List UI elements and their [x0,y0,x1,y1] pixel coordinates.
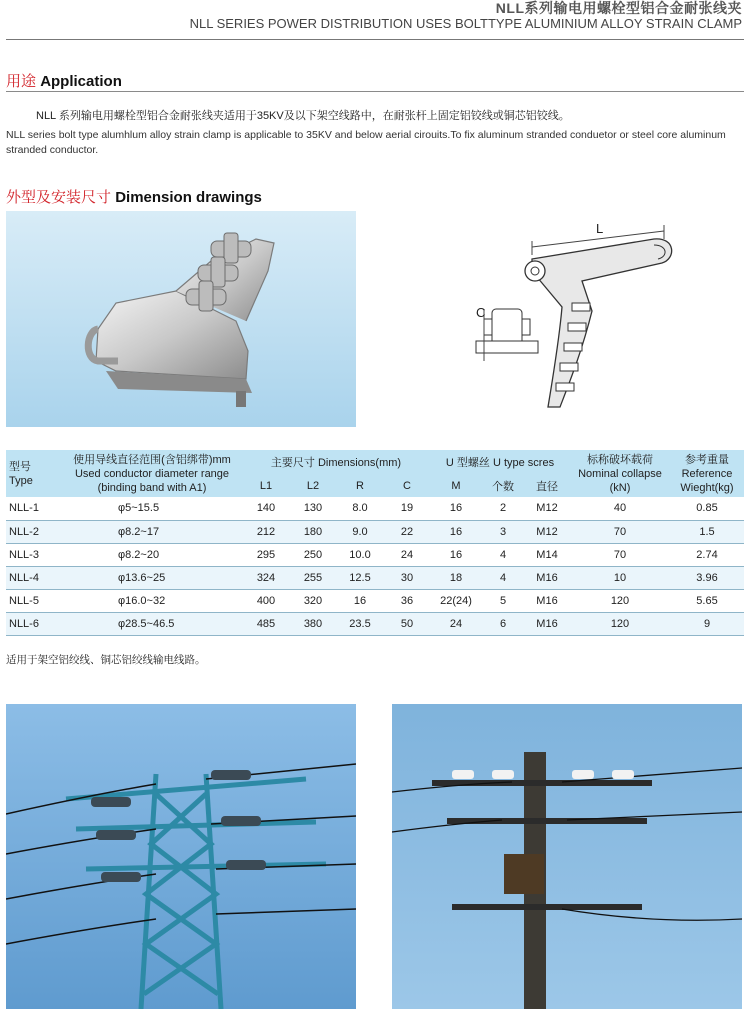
application-heading [6,70,122,91]
cell-l2: 250 [290,543,336,566]
th-L2: L2 [290,474,336,497]
cell-weight: 3.96 [670,566,744,589]
header-title-en: NLL SERIES POWER DISTRIBUTION USES BOLTTYPE ALUMINIUM ALLOY STRAIN CLAMP [189,16,742,31]
product-photo [6,211,356,427]
cell-range: φ8.2~20 [62,543,242,566]
application-heading-cn: 用途 [6,73,37,90]
cell-diameter: M12 [524,497,570,520]
cell-c: 22 [384,520,430,543]
cell-diameter: M16 [524,612,570,635]
spec-table [6,450,744,636]
cell-type: NLL-3 [6,543,62,566]
th-C: C [384,474,430,497]
cell-weight: 9 [670,612,744,635]
th-type-en: Type [9,474,33,487]
cell-count: 6 [482,612,524,635]
table-row [6,589,744,612]
table-row [6,566,744,589]
cell-l2: 320 [290,589,336,612]
cell-load: 120 [570,589,670,612]
cell-count: 5 [482,589,524,612]
transmission-tower-photo [6,704,356,1009]
header-title-cn: NLL系列输电用螺栓型铝合金耐张线夹 [495,0,742,16]
cell-r: 10.0 [336,543,384,566]
th-load-en: Nominal collapse [578,467,662,480]
cell-l1: 400 [242,589,290,612]
cell-diameter: M16 [524,566,570,589]
cell-diameter: M14 [524,543,570,566]
application-heading-en: Application [40,73,122,90]
dimension-drawing [392,211,742,427]
th-R: R [336,474,384,497]
th-dimensions: 主要尺寸 Dimensions(mm) [242,450,430,474]
cell-m: 24 [430,612,482,635]
cell-l2: 255 [290,566,336,589]
cell-type: NLL-6 [6,612,62,635]
th-load [570,450,670,497]
th-load-cn: 标称破坏载荷 [587,453,653,466]
cell-count: 3 [482,520,524,543]
cell-load: 120 [570,612,670,635]
cell-weight: 2.74 [670,543,744,566]
cell-load: 40 [570,497,670,520]
cell-weight: 5.65 [670,589,744,612]
th-range-cn: 使用导线直径范围(含铝绑带)mm [73,453,231,466]
cell-c: 24 [384,543,430,566]
cell-r: 8.0 [336,497,384,520]
cell-range: φ8.2~17 [62,520,242,543]
th-range-en1: Used conductor diameter range [74,467,230,480]
cell-c: 50 [384,612,430,635]
dimension-heading [6,186,262,207]
table-row [6,543,744,566]
cell-type: NLL-5 [6,589,62,612]
cell-l1: 212 [242,520,290,543]
cell-m: 16 [430,543,482,566]
cell-r: 12.5 [336,566,384,589]
cell-l2: 130 [290,497,336,520]
cell-type: NLL-4 [6,566,62,589]
th-L1: L1 [242,474,290,497]
cell-c: 30 [384,566,430,589]
application-text-cn: NLL 系列输电用螺栓型铝合金耐张线夹适用于35KV及以下架空线路中，在耐张杆上固定铝铰线或铜芯铝铰线。 [36,110,570,122]
distribution-pole-photo [392,704,742,1009]
th-count: 个数 [482,474,524,497]
cell-l2: 180 [290,520,336,543]
th-type [6,450,62,497]
cell-l2: 380 [290,612,336,635]
cell-c: 36 [384,589,430,612]
cell-weight: 1.5 [670,520,744,543]
cell-m: 18 [430,566,482,589]
th-range [62,450,242,497]
cell-count: 4 [482,543,524,566]
header-divider [6,39,744,40]
application-text-en: NLL series bolt type alumhlum alloy strain clamp is applicable to 35KV and below aerial cirouits.To fix aluminum stranded conduetor or steel core aluminum stranded conductor. [6,129,726,156]
cell-range: φ16.0~32 [62,589,242,612]
table-row [6,520,744,543]
cell-l1: 295 [242,543,290,566]
th-load-unit: (kN) [609,481,631,494]
cell-load: 70 [570,543,670,566]
th-weight [670,450,744,497]
dimension-heading-cn: 外型及安装尺寸 [6,189,112,206]
cell-l1: 140 [242,497,290,520]
cell-m: 22(24) [430,589,482,612]
cell-load: 10 [570,566,670,589]
dimension-heading-en: Dimension drawings [115,189,262,206]
label-L: L [596,221,604,236]
cell-l1: 324 [242,566,290,589]
cell-l1: 485 [242,612,290,635]
cell-load: 70 [570,520,670,543]
cell-r: 16 [336,589,384,612]
table-row [6,612,744,635]
th-weight-en2: Wieght(kg) [680,481,734,494]
table-row [6,497,744,520]
cell-type: NLL-1 [6,497,62,520]
usage-note: 适用于架空铝绞线、铜芯铝绞线输电线路。 [6,654,206,666]
th-ubolt: U 型螺丝 U type scres [430,450,570,474]
th-type-cn: 型号 [9,460,31,473]
label-C: C [476,305,486,320]
cell-r: 9.0 [336,520,384,543]
cell-m: 16 [430,520,482,543]
th-weight-en1: Reference [681,467,733,480]
cell-type: NLL-2 [6,520,62,543]
cell-range: φ28.5~46.5 [62,612,242,635]
th-weight-cn: 参考重量 [685,453,729,466]
page-header [190,0,742,32]
cell-count: 4 [482,566,524,589]
cell-diameter: M12 [524,520,570,543]
cell-r: 23.5 [336,612,384,635]
cell-range: φ5~15.5 [62,497,242,520]
cell-range: φ13.6~25 [62,566,242,589]
th-range-en2: (binding band with A1) [97,481,207,494]
application-divider [6,91,744,92]
cell-diameter: M16 [524,589,570,612]
cell-count: 2 [482,497,524,520]
cell-c: 19 [384,497,430,520]
th-diameter: 直径 [524,474,570,497]
cell-m: 16 [430,497,482,520]
th-M: M [430,474,482,497]
cell-weight: 0.85 [670,497,744,520]
